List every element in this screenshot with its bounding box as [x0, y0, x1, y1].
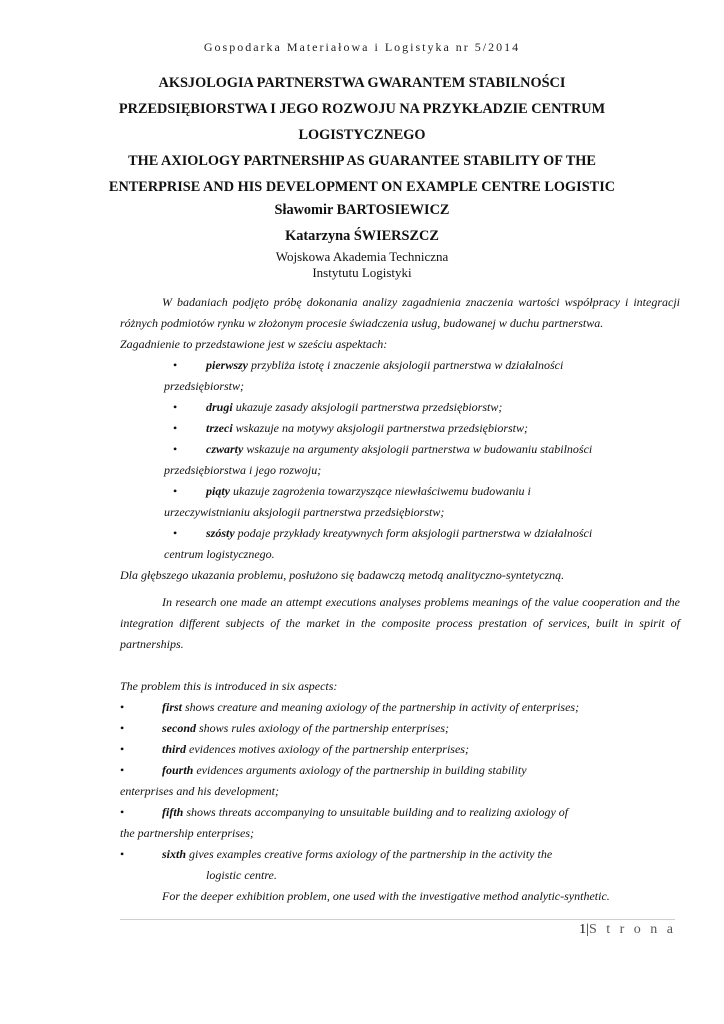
item-continuation: przedsiębiorstwa i jego rozwoju;	[164, 463, 322, 477]
item-key: drugi	[206, 400, 233, 414]
item-continuation: centrum logistycznego.	[164, 547, 275, 561]
item-key: trzeci	[206, 421, 233, 435]
bullet-glyph: •	[173, 442, 178, 456]
bullet-glyph: •	[173, 400, 178, 414]
abstract-en	[120, 592, 680, 907]
item-continuation: enterprises and his development;	[120, 784, 279, 798]
bullet-glyph: •	[120, 763, 125, 777]
bullet-glyph: •	[120, 742, 125, 756]
abstract-en-intro: In research one made an attempt executions analyses problems meanings of the value cooperation and the integration different subjects of the market in the composite process prestation of services, built in spirit of partnerships.	[120, 595, 680, 651]
page-number-separator: |	[586, 922, 589, 937]
item-text: gives examples creative forms axiology of the partnership in the activity the	[186, 847, 553, 861]
abstract-en-lead: The problem this is introduced in six aspects:	[120, 679, 338, 693]
author-name: Katarzyna ŚWIERSZCZ	[285, 228, 439, 244]
list-item	[120, 739, 680, 760]
title-pl-line: PRZEDSIĘBIORSTWA I JEGO ROZWOJU NA PRZYKŁADZIE CENTRUM	[118, 101, 606, 117]
item-text: shows rules axiology of the partnership enterprises;	[196, 721, 449, 735]
abstract-pl-lead: Zagadnienie to przedstawione jest w sześciu aspektach:	[120, 337, 388, 351]
item-key: sixth	[162, 847, 187, 861]
item-text: evidences motives axiology of the partnership enterprises;	[186, 742, 469, 756]
list-item	[120, 802, 680, 823]
item-text: podaje przykłady kreatywnych form aksjologii partnerstwa w działalności	[234, 526, 593, 540]
page-number	[579, 922, 676, 938]
list-item	[120, 523, 680, 544]
item-text: przybliża istotę i znaczenie aksjologii partnerstwa w działalności	[248, 358, 564, 372]
list-item	[120, 439, 680, 460]
list-item	[120, 355, 680, 376]
item-continuation: przedsiębiorstw;	[164, 379, 245, 393]
item-continuation: logistic centre.	[206, 868, 277, 882]
bullet-glyph: •	[173, 421, 178, 435]
list-item	[120, 418, 680, 439]
title-en-line: THE AXIOLOGY PARTNERSHIP AS GUARANTEE STABILITY OF THE	[128, 153, 596, 169]
authors	[0, 197, 724, 249]
item-key: second	[162, 721, 196, 735]
page-number-value: 1	[579, 922, 587, 937]
list-item	[120, 718, 680, 739]
item-key: pierwszy	[206, 358, 248, 372]
item-continuation: urzeczywistnianiu aksjologii partnerstwa przedsiębiorstw;	[164, 505, 445, 519]
item-key: czwarty	[206, 442, 244, 456]
article-title	[100, 70, 624, 200]
item-key: fifth	[162, 805, 184, 819]
bullet-glyph: •	[173, 358, 178, 372]
item-key: first	[162, 700, 183, 714]
affiliation-line: Instytutu Logistyki	[312, 265, 412, 280]
list-item	[120, 481, 680, 502]
bullet-glyph: •	[120, 700, 125, 714]
journal-header: Gospodarka Materiałowa i Logistyka nr 5/2014	[203, 40, 521, 54]
item-text: wskazuje na motywy aksjologii partnerstwa przedsiębiorstw;	[232, 421, 529, 435]
abstract-pl	[120, 292, 680, 586]
title-en-line: ENTERPRISE AND HIS DEVELOPMENT ON EXAMPLE CENTRE LOGISTIC	[108, 179, 616, 195]
abstract-pl-closing: Dla głębszego ukazania problemu, posłużono się badawczą metodą analityczno-syntetyczną.	[120, 568, 565, 582]
item-key: piąty	[206, 484, 230, 498]
item-text: ukazuje zasady aksjologii partnerstwa przedsiębiorstw;	[232, 400, 503, 414]
title-pl-line: AKSJOLOGIA PARTNERSTWA GWARANTEM STABILNOŚCI	[158, 75, 566, 91]
page-label: S t r o n a	[588, 922, 676, 937]
item-text: shows threats accompanying to unsuitable building and to realizing axiology of	[183, 805, 569, 819]
bullet-glyph: •	[120, 805, 125, 819]
affiliation-line: Wojskowa Akademia Techniczna	[275, 249, 449, 264]
affiliation	[0, 249, 724, 281]
blank-line	[120, 655, 680, 676]
item-text: shows creature and meaning axiology of the partnership in activity of enterprises;	[182, 700, 580, 714]
item-text: ukazuje zagrożenia towarzyszące niewłaściwemu budowaniu i	[230, 484, 531, 498]
item-key: third	[162, 742, 187, 756]
item-text: wskazuje na argumenty aksjologii partnerstwa w budowaniu stabilności	[243, 442, 593, 456]
list-item	[120, 844, 680, 865]
list-item	[120, 697, 680, 718]
bullet-glyph: •	[120, 721, 125, 735]
bullet-glyph: •	[173, 484, 178, 498]
author-name: Sławomir BARTOSIEWICZ	[274, 202, 450, 218]
bullet-glyph: •	[120, 847, 125, 861]
item-key: szósty	[206, 526, 235, 540]
item-continuation: the partnership enterprises;	[120, 826, 254, 840]
title-pl-line: LOGISTYCZNEGO	[298, 127, 426, 143]
bullet-glyph: •	[173, 526, 178, 540]
item-key: fourth	[162, 763, 194, 777]
abstract-pl-intro: W badaniach podjęto próbę dokonania analizy zagadnienia znaczenia wartości współpracy i integracji różnych podmiotów rynku w złożonym procesie świadczenia usług, budowanej w duchu partnerstwa.	[120, 295, 680, 330]
list-item	[120, 397, 680, 418]
footer-divider	[120, 919, 675, 920]
list-item	[120, 760, 680, 781]
item-text: evidences arguments axiology of the partnership in building stability	[193, 763, 527, 777]
abstract-en-closing: For the deeper exhibition problem, one used with the investigative method analytic-synthetic.	[162, 889, 610, 903]
